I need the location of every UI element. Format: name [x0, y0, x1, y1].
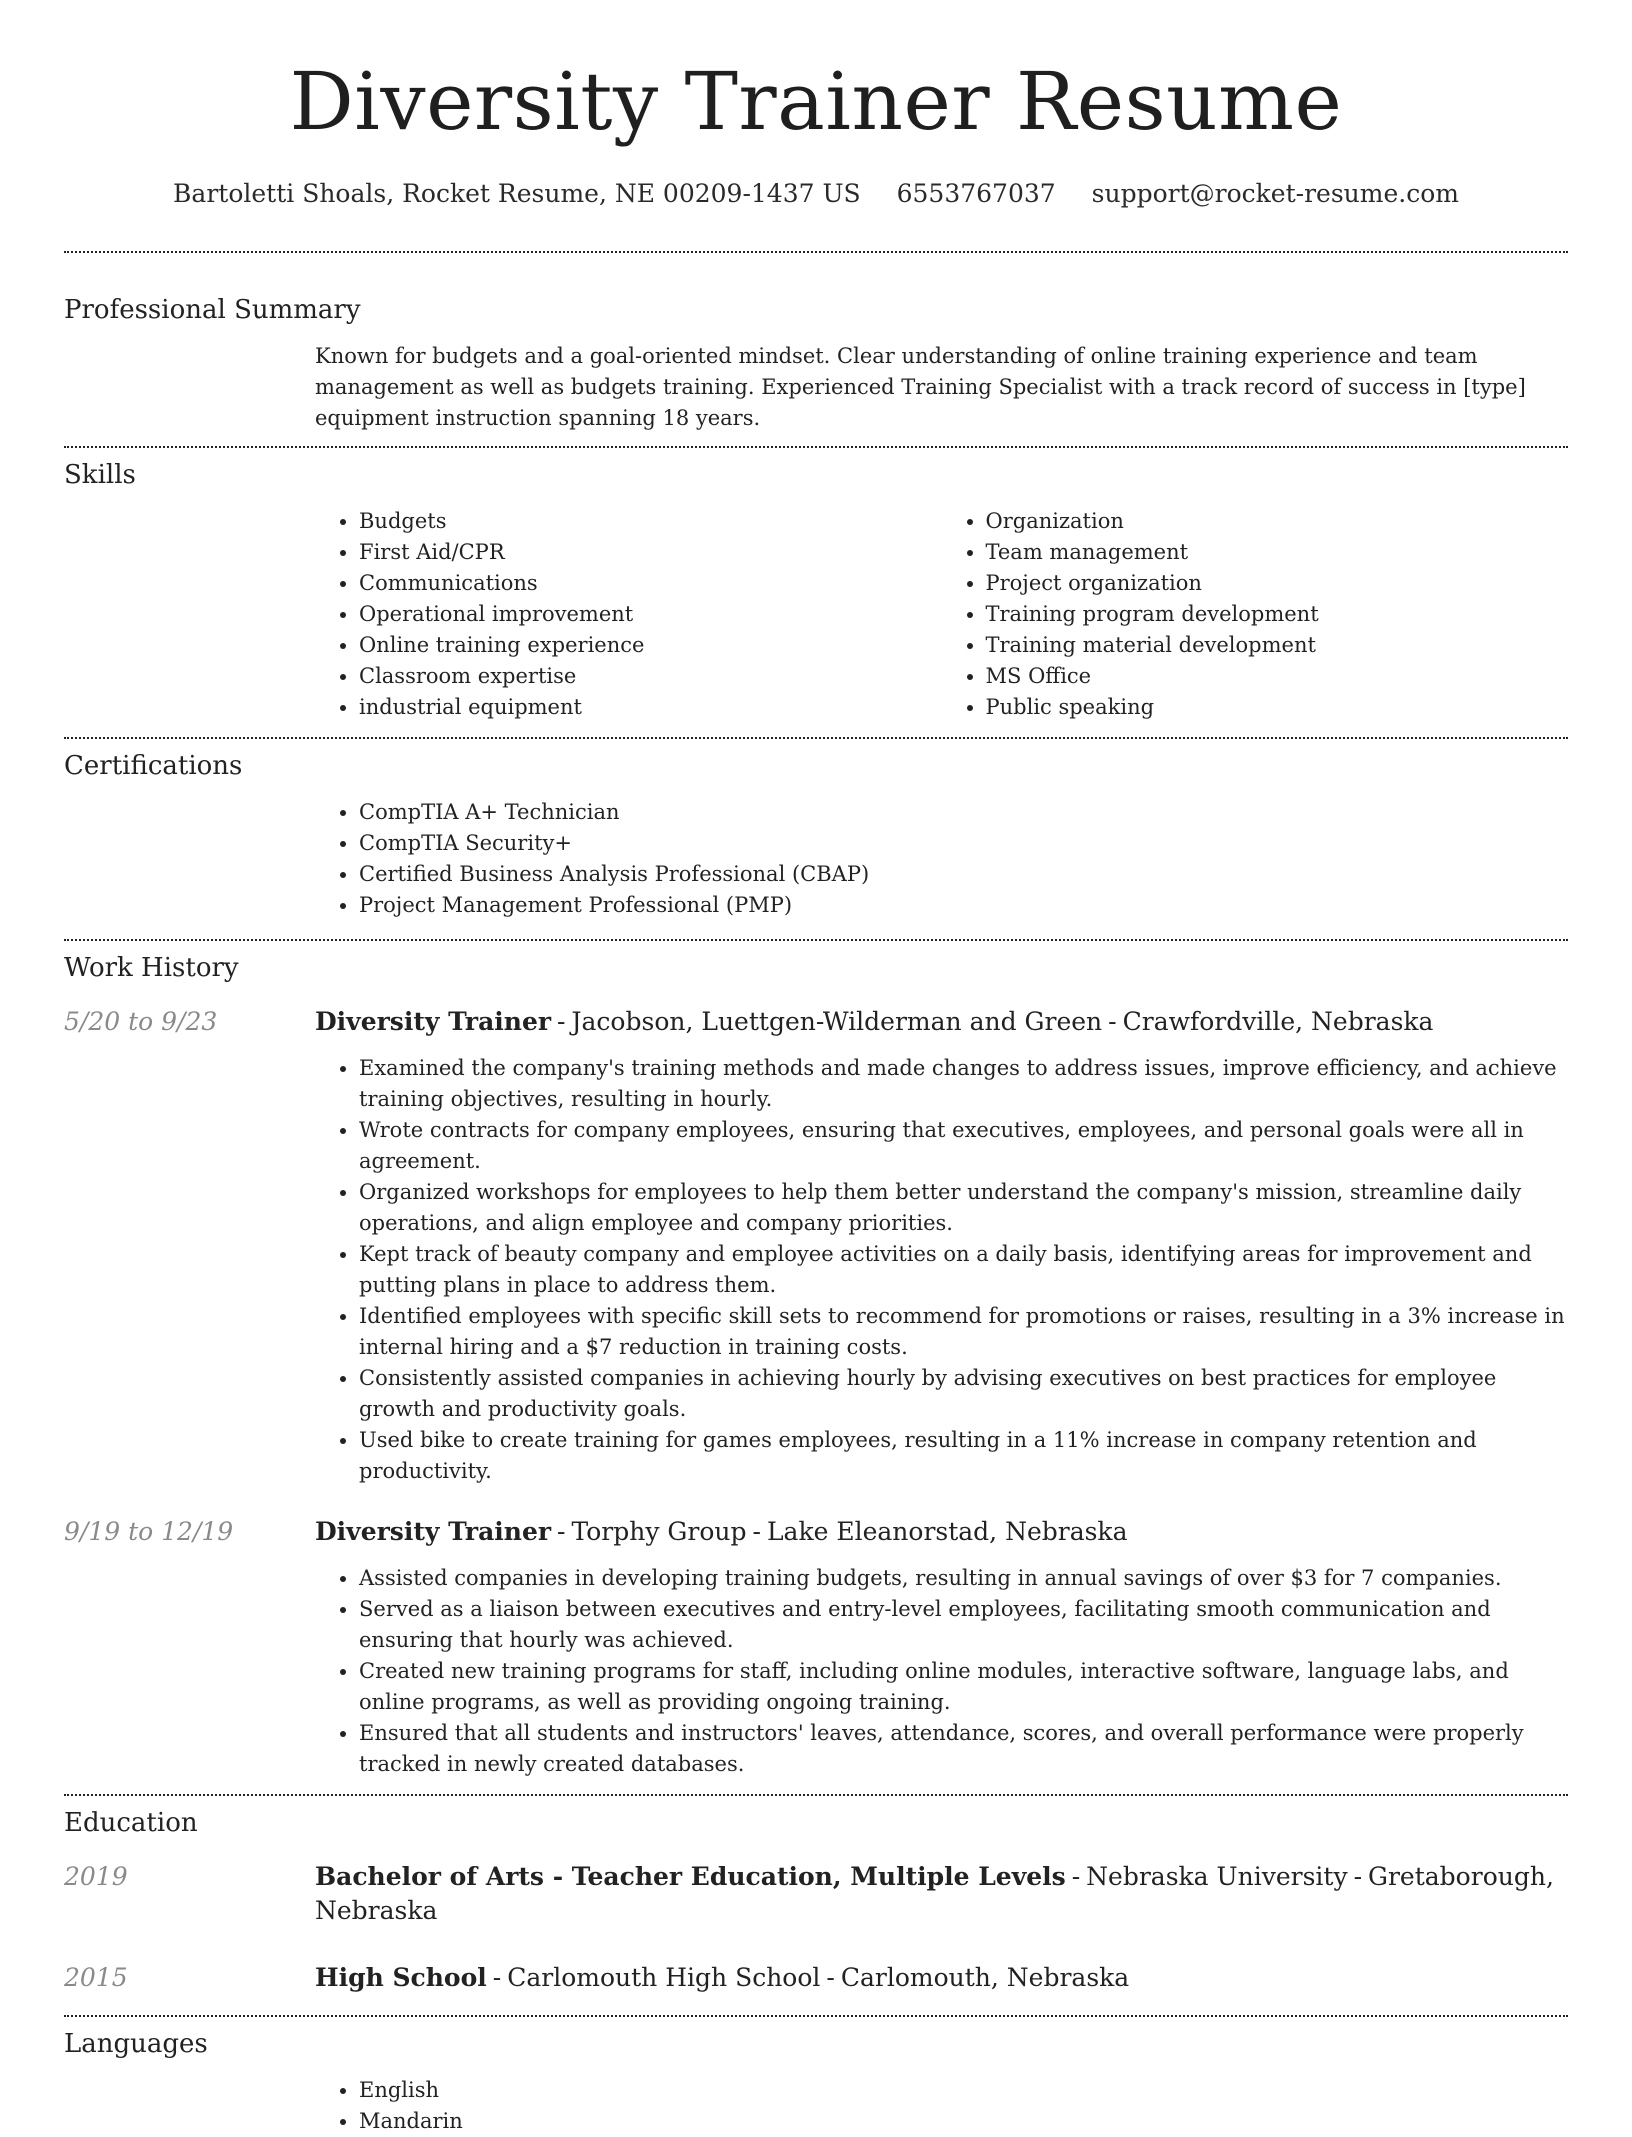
contact-line [64, 178, 1568, 210]
education-year: 2019 [64, 1862, 128, 1891]
languages-content [315, 2075, 1568, 2137]
education-year: 2015 [64, 1963, 128, 1992]
job-bullets [315, 1563, 1568, 1780]
job-body [315, 1515, 1568, 1780]
certification-item: • CompTIA A+ Technician [359, 797, 1568, 828]
job-entry [64, 1005, 1568, 1487]
job-body [315, 1005, 1568, 1487]
education-section [64, 1806, 1568, 1995]
job-heading: Diversity Trainer - Jacobson, Luettgen-Wilderman and Green - Crawfordville, Nebraska [315, 1007, 1434, 1036]
skill-item: • Training program development [986, 599, 1569, 630]
education-entry [64, 1860, 1568, 1928]
education-heading: Education [64, 1808, 198, 1838]
resume-title: Diversity Trainer Resume [289, 55, 1343, 148]
job-company: Torphy Group [571, 1517, 747, 1546]
section-divider [64, 1794, 1568, 1796]
skills-list-right [942, 506, 1569, 723]
job-role: Diversity Trainer [315, 1007, 552, 1036]
contact-address: Bartoletti Shoals, Rocket Resume, NE 00209-1437 US [173, 179, 861, 208]
education-heading-line: Bachelor of Arts - Teacher Education, Multiple Levels - Nebraska University - Gretaborough, Nebraska [315, 1862, 1554, 1925]
skill-item: • Budgets [359, 506, 942, 537]
certification-item: • Certified Business Analysis Professional (CBAP) [359, 859, 1568, 890]
language-item: • Mandarin [359, 2106, 1568, 2137]
education-location: Carlomouth, Nebraska [840, 1963, 1130, 1992]
work-history-section [64, 951, 1568, 1780]
languages-list [315, 2075, 1568, 2137]
work-history-heading: Work History [64, 953, 239, 983]
skills-section [64, 458, 1568, 723]
section-divider [64, 251, 1568, 253]
education-degree: High School [315, 1963, 487, 1992]
job-dates: 9/19 to 12/19 [64, 1517, 234, 1546]
skill-item: • Team management [986, 537, 1569, 568]
job-bullet: • Served as a liaison between executives and entry-level employees, facilitating smooth communication and ensuring that hourly was achieved. [359, 1594, 1568, 1656]
contact-email: support@rocket-resume.com [1091, 179, 1459, 208]
job-bullet: • Ensured that all students and instructors' leaves, attendance, scores, and overall performance were properly tracked in newly created databases. [359, 1718, 1568, 1780]
job-bullet: • Assisted companies in developing training budgets, resulting in annual savings of over $3 for 7 companies. [359, 1563, 1568, 1594]
job-entry [64, 1515, 1568, 1780]
education-entry [64, 1961, 1568, 1995]
certifications-heading: Certifications [64, 751, 243, 781]
job-role: Diversity Trainer [315, 1517, 552, 1546]
skills-columns [315, 506, 1568, 723]
languages-section [64, 2027, 1568, 2137]
skill-item: • Project organization [986, 568, 1569, 599]
job-bullet: • Consistently assisted companies in achieving hourly by advising executives on best practices for employee growth and productivity goals. [359, 1363, 1568, 1425]
section-divider [64, 2015, 1568, 2017]
skill-item: • Communications [359, 568, 942, 599]
job-bullet: • Kept track of beauty company and employee activities on a daily basis, identifying areas for improvement and putting plans in place to address them. [359, 1239, 1568, 1301]
job-bullet: • Wrote contracts for company employees, ensuring that executives, employees, and personal goals were all in agreement. [359, 1115, 1568, 1177]
job-bullet: • Identified employees with specific skill sets to recommend for promotions or raises, resulting in a 3% increase in internal hiring and a $7 reduction in training costs. [359, 1301, 1568, 1363]
job-location: Crawfordville, Nebraska [1122, 1007, 1434, 1036]
skill-item: • Public speaking [986, 692, 1569, 723]
languages-heading: Languages [64, 2029, 208, 2059]
skill-item: • Training material development [986, 630, 1569, 661]
job-company: Jacobson, Luettgen-Wilderman and Green [571, 1007, 1103, 1036]
skill-item: • Operational improvement [359, 599, 942, 630]
skill-item: • MS Office [986, 661, 1569, 692]
job-bullet: • Organized workshops for employees to help them better understand the company's mission, streamline daily operations, and align employee and company priorities. [359, 1177, 1568, 1239]
education-degree: Bachelor of Arts - Teacher Education, Multiple Levels [315, 1862, 1066, 1891]
summary-text: Known for budgets and a goal-oriented mindset. Clear understanding of online training experience and team management as well as budgets training. Experienced Training Specialist with a track record of success in [type] equipment instruction spanning 18 years. [315, 344, 1526, 430]
skill-item: • Organization [986, 506, 1569, 537]
certifications-list [315, 797, 1568, 921]
job-location: Lake Eleanorstad, Nebraska [766, 1517, 1128, 1546]
language-item: • English [359, 2075, 1568, 2106]
education-heading-line: High School - Carlomouth High School - Carlomouth, Nebraska [315, 1963, 1130, 1992]
education-location: Gretaborough, Nebraska [315, 1862, 1554, 1925]
certifications-content [315, 797, 1568, 921]
resume-page [64, 0, 1568, 2137]
education-school: Carlomouth High School [507, 1963, 821, 1992]
skills-list-left [315, 506, 942, 723]
summary-section [64, 293, 1568, 434]
skill-item: • industrial equipment [359, 692, 942, 723]
job-bullets [315, 1053, 1568, 1487]
education-school: Nebraska University [1086, 1862, 1348, 1891]
section-divider [64, 939, 1568, 941]
skill-item: • Online training experience [359, 630, 942, 661]
job-heading: Diversity Trainer - Torphy Group - Lake Eleanorstad, Nebraska [315, 1517, 1128, 1546]
job-bullet: • Examined the company's training methods and made changes to address issues, improve efficiency, and achieve training objectives, resulting in hourly. [359, 1053, 1568, 1115]
section-divider [64, 446, 1568, 448]
job-bullet: • Created new training programs for staff, including online modules, interactive software, language labs, and online programs, as well as providing ongoing training. [359, 1656, 1568, 1718]
certification-item: • CompTIA Security+ [359, 828, 1568, 859]
certifications-section [64, 749, 1568, 921]
certification-item: • Project Management Professional (PMP) [359, 890, 1568, 921]
skill-item: • First Aid/CPR [359, 537, 942, 568]
skills-heading: Skills [64, 460, 136, 490]
section-divider [64, 737, 1568, 739]
skill-item: • Classroom expertise [359, 661, 942, 692]
contact-phone: 6553767037 [896, 179, 1056, 208]
job-dates: 5/20 to 9/23 [64, 1007, 218, 1036]
job-bullet: • Used bike to create training for games employees, resulting in a 11% increase in company retention and productivity. [359, 1425, 1568, 1487]
summary-heading: Professional Summary [64, 295, 361, 325]
